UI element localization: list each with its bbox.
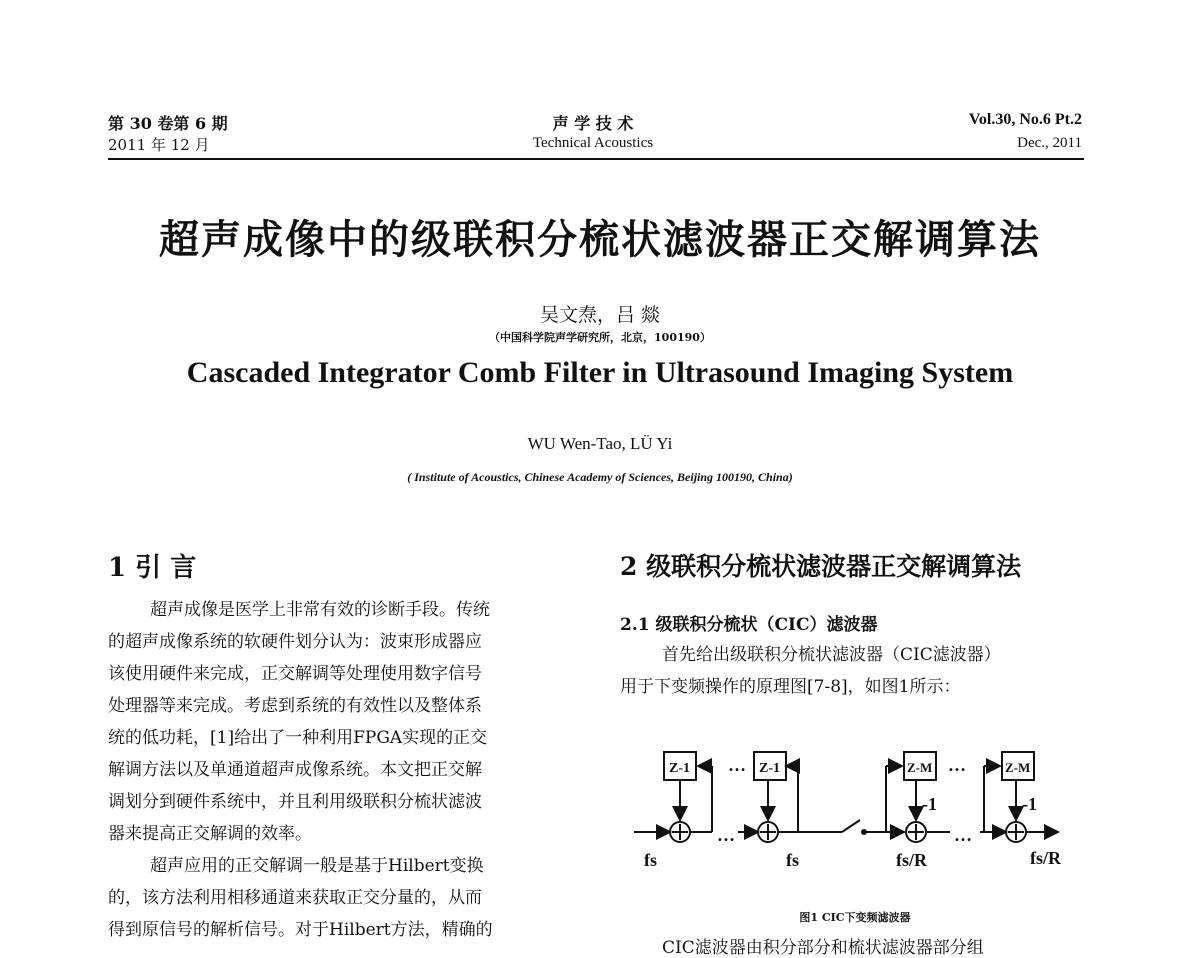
affiliation-en: ( Institute of Acoustics, Chinese Academy of Sciences, Beijing 100190, China): [407, 470, 793, 484]
authors-cn: 吴文焘，吕 燚: [539, 304, 661, 326]
left-line-6: 解调方法以及单通道超声成像系统。本文把正交解: [108, 760, 482, 780]
left-line-1: 超声成像是医学上非常有效的诊断手段。传统: [150, 600, 490, 620]
section-heading-intro: 1 引 言: [108, 553, 197, 583]
header-rule: [108, 158, 1084, 160]
subsection-heading-cic: 2.1 级联积分梳状（CIC）滤波器: [620, 615, 878, 635]
rate-label-4: fs/R: [1030, 848, 1061, 868]
ellipsis-4: …: [954, 825, 972, 845]
left-line-11: 得到原信号的解析信号。对于Hilbert方法，精确的: [108, 920, 493, 940]
delay-label-1: Z-1: [669, 761, 690, 776]
cic-diagram: [620, 740, 1090, 880]
paper-title-en: Cascaded Integrator Comb Filter in Ultrasound Imaging System: [186, 356, 1014, 389]
header-journal-cn: 声 学 技 术: [552, 114, 634, 133]
ellipsis-2: …: [948, 755, 966, 775]
delay-label-4: Z-M: [1005, 760, 1031, 775]
section-heading-cic: 2 级联积分梳状滤波器正交解调算法: [620, 552, 1022, 581]
ellipsis-1: …: [728, 755, 746, 775]
left-line-5: 统的低功耗，[1]给出了一种利用FPGA实现的正交: [108, 728, 488, 748]
affiliation-cn: （中国科学院声学研究所，北京，100190）: [489, 331, 711, 344]
left-line-4: 处理器等来完成。考虑到系统的有效性以及整体系: [108, 696, 482, 716]
header-date-cn: 2011 年 12 月: [108, 136, 210, 154]
right-last-line: CIC滤波器由积分部分和梳状滤波器部分组: [662, 938, 984, 958]
delay-label-3: Z-M: [907, 760, 933, 775]
minus-label-1: -1: [922, 794, 937, 814]
paper-title-cn: 超声成像中的级联积分梳状滤波器正交解调算法: [159, 217, 1041, 263]
left-line-7: 调划分到硬件系统中，并且利用级联积分梳状滤波: [108, 792, 482, 812]
left-line-10: 的，该方法利用相移通道来获取正交分量的，从而: [108, 888, 482, 908]
authors-en: WU Wen-Tao, LÜ Yi: [527, 434, 673, 453]
header-volume-issue: 第 30 卷第 6 期: [108, 114, 228, 133]
rate-label-1: fs: [644, 850, 657, 870]
rate-label-3: fs/R: [896, 850, 927, 870]
left-line-2: 的超声成像系统的软硬件划分认为：波束形成器应: [108, 632, 482, 652]
header-journal-en: Technical Acoustics: [532, 135, 654, 151]
delay-label-2: Z-1: [759, 761, 780, 776]
rate-label-2: fs: [786, 850, 799, 870]
minus-label-2: -1: [1022, 794, 1037, 814]
header-date-en: Dec., 2011: [1017, 135, 1082, 151]
left-line-3: 该使用硬件来完成，正交解调等处理使用数字信号: [108, 664, 482, 684]
right-line-2: 用于下变频操作的原理图[7-8]，如图1所示：: [620, 677, 961, 697]
figure-caption: 图1 CIC下变频滤波器: [799, 911, 911, 924]
header-volume-en: Vol.30, No.6 Pt.2: [968, 111, 1082, 128]
right-line-1: 首先给出级联积分梳状滤波器（CIC滤波器）: [662, 645, 1001, 665]
left-line-9: 超声应用的正交解调一般是基于Hilbert变换: [150, 856, 484, 876]
ellipsis-3: …: [717, 825, 735, 845]
left-line-8: 器来提高正交解调的效率。: [108, 824, 312, 844]
